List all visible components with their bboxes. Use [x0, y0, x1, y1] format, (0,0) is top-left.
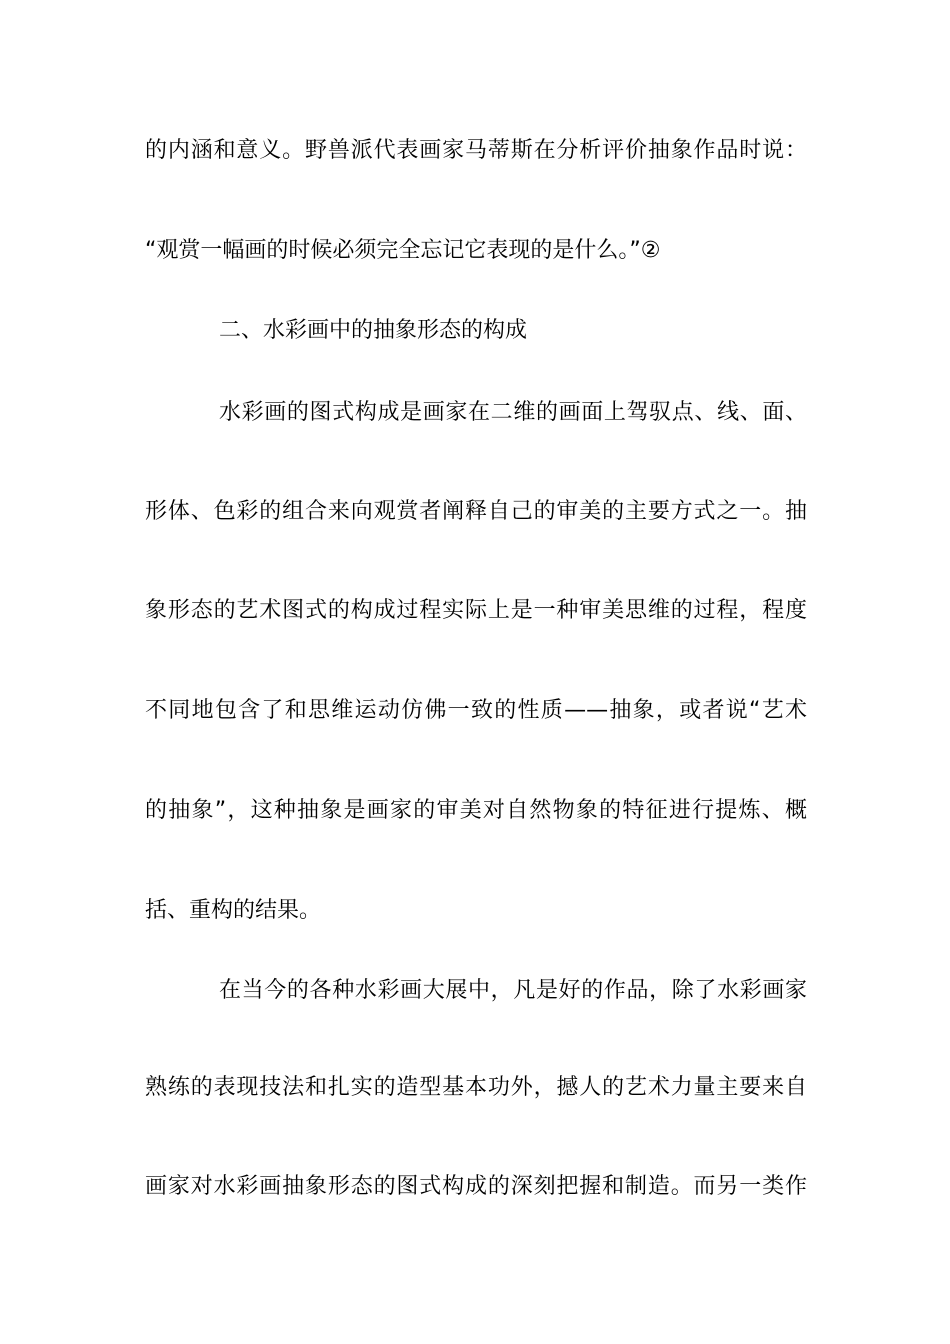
text-line-3: 水彩画的图式构成是画家在二维的画面上驾驭点、线、面、 [219, 400, 807, 425]
text-line-11: 画家对水彩画抽象形态的图式构成的深刻把握和制造。而另一类作 [145, 1174, 807, 1199]
text-line-4: 形体、色彩的组合来向观赏者阐释自己的审美的主要方式之一。抽 [145, 499, 807, 524]
text-line-8: 括、重构的结果。 [145, 898, 322, 923]
text-line-9: 在当今的各种水彩画大展中，凡是好的作品，除了水彩画家 [219, 978, 807, 1003]
text-line-1: 的内涵和意义。野兽派代表画家马蒂斯在分析评价抽象作品时说： [145, 138, 807, 163]
text-line-7: 的抽象”，这种抽象是画家的审美对自然物象的特征进行提炼、概 [145, 798, 807, 823]
text-line-6: 不同地包含了和思维运动仿佛一致的性质——抽象，或者说“艺术 [145, 698, 807, 723]
section-heading: 二、水彩画中的抽象形态的构成 [219, 318, 528, 343]
text-line-2: “观赏一幅画的时候必须完全忘记它表现的是什么。”② [145, 238, 661, 263]
text-line-10: 熟练的表现技法和扎实的造型基本功外，撼人的艺术力量主要来自 [145, 1075, 807, 1100]
text-line-5: 象形态的艺术图式的构成过程实际上是一种审美思维的过程，程度 [145, 598, 807, 623]
